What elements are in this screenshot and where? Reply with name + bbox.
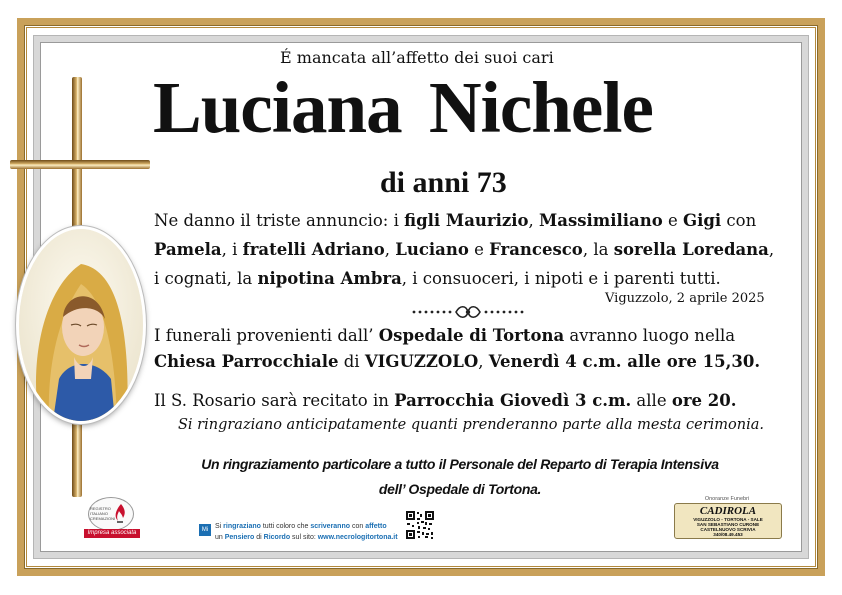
text-run: avranno luogo nella xyxy=(564,326,736,345)
funeral-home-name: CADIROLA xyxy=(699,505,757,517)
text-run: tutti coloro che xyxy=(260,523,311,530)
text-run: , i consuoceri, i nipoti e i parenti tutti. xyxy=(401,269,721,288)
text-run: affetto xyxy=(365,523,387,530)
text-run: I funerali provenienti dall’ xyxy=(154,326,379,345)
flame-icon xyxy=(114,503,128,523)
bold-run: Chiesa Parrocchiale xyxy=(154,352,339,371)
rosary-paragraph xyxy=(154,386,794,415)
text-run: e xyxy=(468,240,490,259)
text-run: e xyxy=(662,211,684,230)
ornament-divider-icon xyxy=(410,304,526,320)
website-link[interactable]: www.necrologitortona.it xyxy=(317,534,398,541)
bold-run: ore 20. xyxy=(671,391,737,410)
text-run: Ricordo xyxy=(263,534,291,541)
website-note-line-1 xyxy=(215,521,398,532)
place-date: Viguzzolo, 2 aprile 2025 xyxy=(605,291,765,306)
announcement-paragraph xyxy=(154,206,794,293)
intro-line: É mancata all’affetto dei suoi cari xyxy=(280,48,554,67)
text-run: un xyxy=(215,534,225,541)
funeral-home-scroll xyxy=(674,503,782,539)
text-run: scriveranno xyxy=(310,523,351,530)
registry-logo-text xyxy=(90,506,115,521)
madonna-image xyxy=(19,229,143,421)
bold-run: fratelli Adriano xyxy=(242,240,385,259)
special-thanks-line-1: Un ringraziamento particolare a tutto il Personale del Reparto di Terapia Intensiva xyxy=(201,456,719,472)
text-run: Il S. Rosario sarà recitato in xyxy=(154,391,395,410)
bold-run: Ospedale di Tortona xyxy=(378,326,565,345)
mi-logo-icon: Mi xyxy=(199,524,211,536)
text-run: Pensiero xyxy=(224,534,255,541)
registry-line: REGISTRO xyxy=(90,506,111,511)
deceased-name: Luciana Nichele xyxy=(153,67,653,148)
funeral-home-caption: Onoranze Funebri xyxy=(704,496,750,502)
cross-horizontal-beam xyxy=(10,160,150,169)
funeral-home-logo xyxy=(672,496,782,540)
funeral-home-line: CASTELNUOVO SCRIVIA xyxy=(700,527,756,532)
qr-code-icon[interactable] xyxy=(405,510,435,540)
registry-band: Impresa associata xyxy=(84,529,140,538)
madonna-portrait xyxy=(16,226,146,424)
text-run: sul sito: xyxy=(290,534,318,541)
text-run: , xyxy=(384,240,396,259)
special-thanks xyxy=(150,452,770,502)
special-thanks-line-2: dell’ Ospedale di Tortona. xyxy=(378,481,542,497)
bold-run: Venerdì 4 c.m. alle ore 15,30. xyxy=(488,352,761,371)
text-run: alle xyxy=(631,391,672,410)
thanks-line: Si ringraziano anticipatamente quanti prenderanno parte alla mesta cerimonia. xyxy=(178,417,764,433)
registry-line: CREMAZIONI xyxy=(90,516,116,521)
bold-run: Massimiliano xyxy=(538,211,663,230)
funeral-paragraph xyxy=(154,323,794,375)
text-run: con xyxy=(350,523,366,530)
text-run: ringraziano xyxy=(223,523,261,530)
website-note xyxy=(215,521,398,543)
funeral-home-phone: 340/08.49.453 xyxy=(713,532,743,537)
bold-run: VIGUZZOLO xyxy=(364,352,479,371)
bold-run: Pamela xyxy=(154,240,222,259)
bold-run: nipotina Ambra xyxy=(257,269,402,288)
text-run: , xyxy=(478,352,489,371)
text-run: con xyxy=(721,211,757,230)
text-run: , i xyxy=(221,240,243,259)
bold-run: Gigi xyxy=(683,211,722,230)
funeral-home-line: SAN SEBASTIANO CURONE xyxy=(696,522,760,527)
registry-cremation-logo xyxy=(80,497,150,539)
funeral-home-line: VIGUZZOLO - TORTONA - SALE xyxy=(693,517,763,522)
text-run: , xyxy=(528,211,539,230)
text-run: , la xyxy=(582,240,614,259)
website-note-line-2 xyxy=(215,532,398,543)
text-run: di xyxy=(254,534,264,541)
text-run: Si xyxy=(215,523,224,530)
bold-run: Parrocchia Giovedì 3 c.m. xyxy=(394,391,632,410)
text-run: , xyxy=(768,240,775,259)
text-run: i cognati, la xyxy=(154,269,258,288)
bold-run: figli Maurizio xyxy=(404,211,529,230)
text-run: Ne danno il triste annuncio: i xyxy=(154,211,405,230)
deceased-age: di anni 73 xyxy=(380,166,507,199)
text-run: di xyxy=(338,352,365,371)
bold-run: Luciano xyxy=(395,240,469,259)
registry-line: ITALIANO xyxy=(90,511,108,516)
bold-run: sorella Loredana xyxy=(613,240,769,259)
bold-run: Francesco xyxy=(489,240,583,259)
